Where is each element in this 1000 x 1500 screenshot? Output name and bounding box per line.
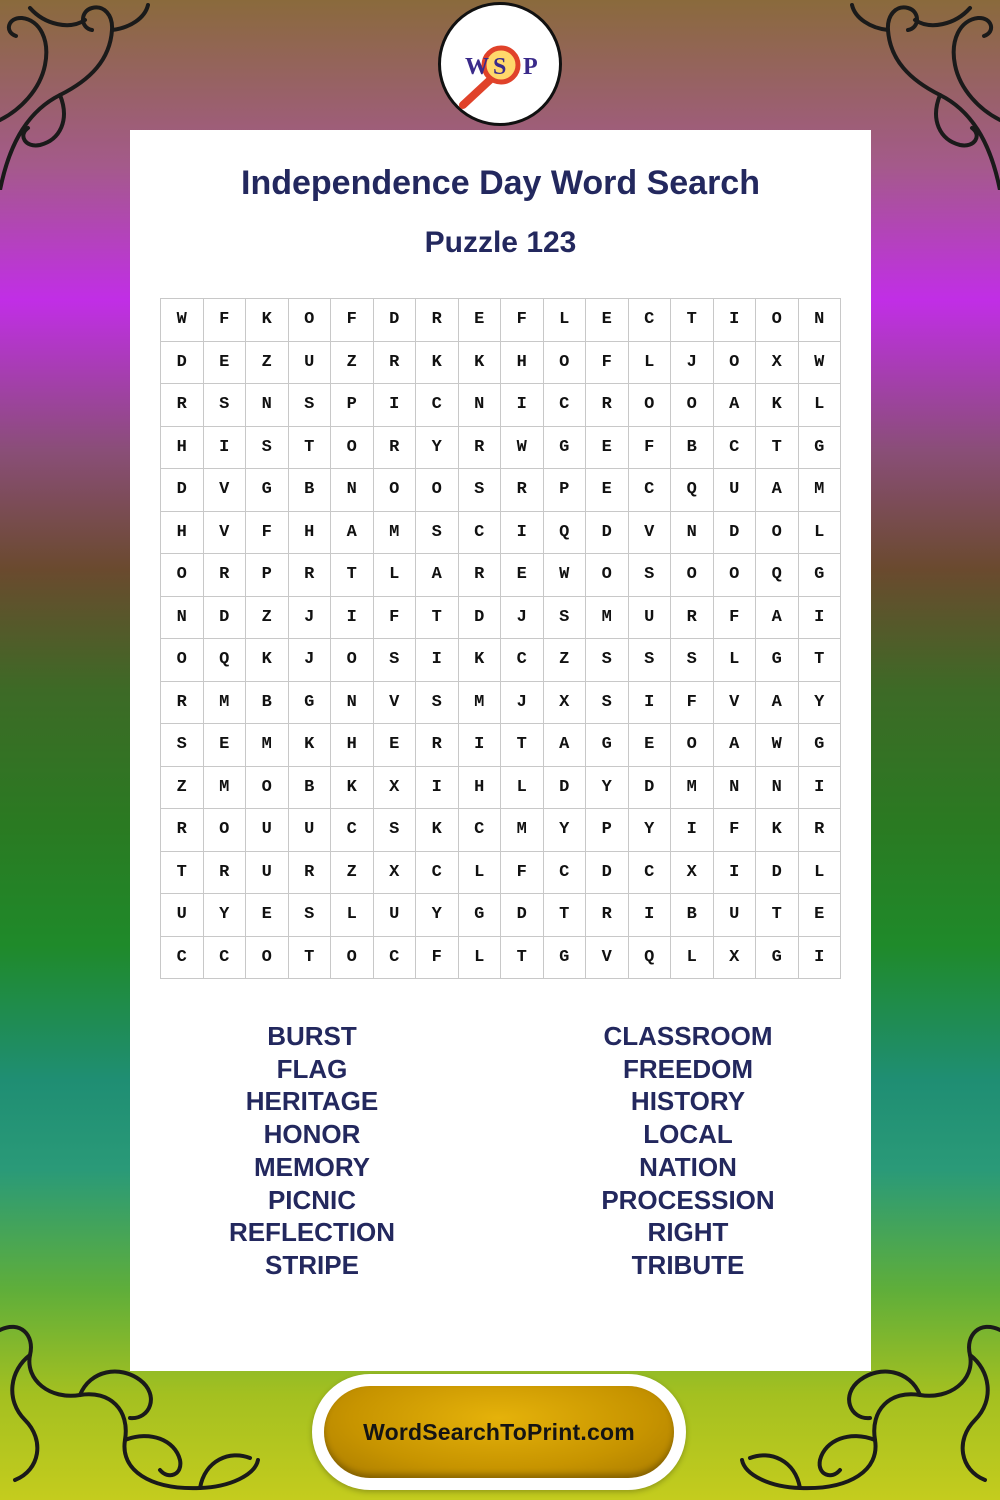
site-logo[interactable] (438, 2, 562, 126)
grid-cell[interactable]: L (459, 937, 502, 980)
grid-cell[interactable]: N (246, 384, 289, 427)
word-list-item: PICNIC (267, 1184, 357, 1215)
grid-cell[interactable]: E (799, 894, 842, 937)
grid-cell[interactable]: Y (416, 894, 459, 937)
grid-cell[interactable]: T (501, 937, 544, 980)
grid-cell[interactable]: J (501, 682, 544, 725)
grid-cell[interactable]: W (799, 342, 842, 385)
grid-cell[interactable]: G (799, 427, 842, 470)
grid-cell[interactable]: K (756, 384, 799, 427)
grid-cell[interactable]: L (799, 852, 842, 895)
grid-cell[interactable]: N (161, 597, 204, 640)
grid-cell[interactable]: K (246, 299, 289, 342)
grid-cell[interactable]: F (416, 937, 459, 980)
grid-cell[interactable]: I (459, 724, 502, 767)
grid-cell[interactable]: C (416, 384, 459, 427)
grid-cell[interactable]: M (501, 809, 544, 852)
grid-cell[interactable]: F (374, 597, 417, 640)
grid-cell[interactable]: K (459, 342, 502, 385)
grid-cell[interactable]: C (204, 937, 247, 980)
grid-cell[interactable]: F (204, 299, 247, 342)
grid-cell[interactable]: V (204, 512, 247, 555)
grid-cell[interactable]: G (544, 427, 587, 470)
grid-cell[interactable]: S (289, 894, 332, 937)
grid-cell[interactable]: R (799, 809, 842, 852)
grid-cell[interactable]: S (374, 809, 417, 852)
logo-letter-s: S (493, 54, 507, 80)
grid-cell[interactable]: G (289, 682, 332, 725)
grid-cell[interactable]: B (671, 894, 714, 937)
grid-cell[interactable]: I (629, 894, 672, 937)
grid-cell[interactable]: V (629, 512, 672, 555)
grid-cell[interactable]: M (799, 469, 842, 512)
word-list-item: CLASSROOM (603, 1021, 773, 1051)
grid-cell[interactable]: O (714, 554, 757, 597)
grid-cell[interactable]: M (246, 724, 289, 767)
grid-cell[interactable]: S (586, 639, 629, 682)
grid-cell[interactable]: T (161, 852, 204, 895)
grid-cell[interactable]: G (756, 639, 799, 682)
grid-cell[interactable]: U (629, 597, 672, 640)
grid-cell[interactable]: S (671, 639, 714, 682)
grid-cell[interactable]: R (289, 554, 332, 597)
grid-cell[interactable]: Q (629, 937, 672, 980)
grid-cell[interactable]: C (416, 852, 459, 895)
grid-cell[interactable]: K (459, 639, 502, 682)
grid-cell[interactable]: N (756, 767, 799, 810)
grid-cell[interactable]: R (586, 384, 629, 427)
grid-cell[interactable]: E (586, 299, 629, 342)
grid-cell[interactable]: Q (671, 469, 714, 512)
grid-cell[interactable]: M (204, 767, 247, 810)
grid-cell[interactable]: O (671, 384, 714, 427)
grid-cell[interactable]: C (374, 937, 417, 980)
page-title: Independence Day Word Search (241, 164, 760, 202)
grid-cell[interactable]: O (586, 554, 629, 597)
grid-cell[interactable]: T (756, 894, 799, 937)
grid-cell[interactable]: Y (586, 767, 629, 810)
grid-cell[interactable]: S (544, 597, 587, 640)
grid-cell[interactable]: O (671, 724, 714, 767)
word-list-left (147, 1020, 477, 1282)
grid-cell[interactable]: I (416, 639, 459, 682)
grid-cell[interactable]: D (629, 767, 672, 810)
grid-cell[interactable]: Y (629, 809, 672, 852)
grid-cell[interactable]: I (416, 767, 459, 810)
grid-cell[interactable]: P (331, 384, 374, 427)
grid-cell[interactable]: X (374, 767, 417, 810)
grid-cell[interactable]: B (289, 469, 332, 512)
grid-cell[interactable]: Q (544, 512, 587, 555)
grid-cell[interactable]: K (416, 342, 459, 385)
grid-cell[interactable]: R (459, 427, 502, 470)
word-list-item: NATION (639, 1151, 737, 1182)
grid-cell[interactable]: X (374, 852, 417, 895)
grid-cell[interactable]: D (586, 852, 629, 895)
grid-cell[interactable]: O (289, 299, 332, 342)
grid-cell[interactable]: L (799, 384, 842, 427)
puzzle-number: Puzzle 123 (424, 226, 577, 259)
grid-cell[interactable]: S (246, 427, 289, 470)
grid-cell[interactable]: I (799, 937, 842, 980)
grid-cell[interactable]: D (756, 852, 799, 895)
grid-cell[interactable]: E (459, 299, 502, 342)
grid-cell[interactable]: D (501, 894, 544, 937)
puzzle-card (130, 130, 871, 1371)
grid-cell[interactable]: D (374, 299, 417, 342)
grid-cell[interactable]: S (161, 724, 204, 767)
grid-cell[interactable]: P (544, 469, 587, 512)
grid-cell[interactable]: Y (204, 894, 247, 937)
grid-cell[interactable]: R (289, 852, 332, 895)
grid-cell[interactable]: U (289, 809, 332, 852)
grid-cell[interactable]: X (671, 852, 714, 895)
grid-cell[interactable]: K (289, 724, 332, 767)
grid-cell[interactable]: N (799, 299, 842, 342)
grid-cell[interactable]: J (671, 342, 714, 385)
grid-cell[interactable]: G (799, 554, 842, 597)
grid-cell[interactable]: D (161, 342, 204, 385)
grid-cell[interactable]: R (204, 554, 247, 597)
grid-cell[interactable]: E (586, 427, 629, 470)
grid-cell[interactable]: K (331, 767, 374, 810)
grid-cell[interactable]: R (586, 894, 629, 937)
grid-cell[interactable]: I (501, 384, 544, 427)
grid-cell[interactable]: L (331, 894, 374, 937)
grid-cell[interactable]: J (289, 639, 332, 682)
grid-cell[interactable]: F (501, 299, 544, 342)
grid-cell[interactable]: B (289, 767, 332, 810)
grid-cell[interactable]: F (671, 682, 714, 725)
grid-cell[interactable]: W (501, 427, 544, 470)
word-list-item: LOCAL (643, 1119, 733, 1150)
grid-cell[interactable]: O (374, 469, 417, 512)
grid-cell[interactable]: I (799, 597, 842, 640)
grid-cell[interactable]: C (161, 937, 204, 980)
grid-cell[interactable]: S (629, 554, 672, 597)
grid-cell[interactable]: F (714, 597, 757, 640)
grid-cell[interactable]: W (756, 724, 799, 767)
site-link-text: WordSearchToPrint.com (363, 1418, 635, 1445)
grid-cell[interactable]: D (544, 767, 587, 810)
grid-cell[interactable]: Z (246, 597, 289, 640)
grid-cell[interactable]: W (161, 299, 204, 342)
grid-cell[interactable]: G (586, 724, 629, 767)
grid-cell[interactable]: A (416, 554, 459, 597)
grid-cell[interactable]: C (459, 512, 502, 555)
grid-cell[interactable]: R (161, 384, 204, 427)
grid-cell[interactable]: G (799, 724, 842, 767)
grid-cell[interactable]: Y (799, 682, 842, 725)
grid-cell[interactable]: U (714, 894, 757, 937)
grid-cell[interactable]: R (204, 852, 247, 895)
grid-cell[interactable]: T (331, 554, 374, 597)
word-list-item: HERITAGE (245, 1086, 379, 1117)
grid-cell[interactable]: V (374, 682, 417, 725)
grid-cell[interactable]: A (756, 597, 799, 640)
grid-cell[interactable]: J (289, 597, 332, 640)
grid-cell[interactable]: T (756, 427, 799, 470)
magnifier-icon (441, 5, 559, 123)
grid-cell[interactable]: V (714, 682, 757, 725)
grid-cell[interactable]: N (671, 512, 714, 555)
grid-cell[interactable]: C (459, 809, 502, 852)
word-list-item: FLAG (276, 1053, 348, 1084)
grid-cell[interactable]: O (331, 427, 374, 470)
grid-cell[interactable]: R (459, 554, 502, 597)
grid-cell[interactable]: R (374, 427, 417, 470)
grid-cell[interactable]: O (161, 639, 204, 682)
grid-cell[interactable]: G (544, 937, 587, 980)
word-list-item: FREEDOM (623, 1053, 753, 1084)
grid-cell[interactable]: D (714, 512, 757, 555)
grid-cell[interactable]: L (714, 639, 757, 682)
word-list-item: HONOR (263, 1119, 361, 1150)
word-list-item: PROCESSION (601, 1184, 775, 1215)
grid-cell[interactable]: C (544, 384, 587, 427)
grid-cell[interactable]: U (374, 894, 417, 937)
grid-cell[interactable]: K (416, 809, 459, 852)
grid-cell[interactable]: M (374, 512, 417, 555)
grid-cell[interactable]: C (629, 299, 672, 342)
ornament-top-right (850, 0, 1000, 190)
grid-cell[interactable]: P (246, 554, 289, 597)
grid-cell[interactable]: A (544, 724, 587, 767)
grid-cell[interactable]: M (586, 597, 629, 640)
grid-cell[interactable]: U (246, 809, 289, 852)
grid-cell[interactable]: M (459, 682, 502, 725)
grid-cell[interactable]: T (544, 894, 587, 937)
grid-cell[interactable]: L (544, 299, 587, 342)
grid-cell[interactable]: F (501, 852, 544, 895)
grid-cell[interactable]: Y (544, 809, 587, 852)
word-list-item: TRIBUTE (631, 1249, 745, 1280)
grid-cell[interactable]: O (331, 937, 374, 980)
grid-cell[interactable]: D (204, 597, 247, 640)
grid-cell[interactable]: R (374, 342, 417, 385)
grid-cell[interactable]: U (161, 894, 204, 937)
grid-cell[interactable]: S (629, 639, 672, 682)
grid-cell[interactable]: B (671, 427, 714, 470)
grid-cell[interactable]: O (416, 469, 459, 512)
site-link-button[interactable] (324, 1386, 674, 1478)
grid-cell[interactable]: Z (544, 639, 587, 682)
word-list-item: STRIPE (265, 1249, 359, 1280)
grid-cell[interactable]: F (331, 299, 374, 342)
grid-cell[interactable]: H (161, 427, 204, 470)
grid-cell[interactable]: E (204, 724, 247, 767)
grid-cell[interactable]: L (374, 554, 417, 597)
grid-cell[interactable]: I (501, 512, 544, 555)
grid-cell[interactable]: D (161, 469, 204, 512)
grid-cell[interactable]: H (289, 512, 332, 555)
grid-cell[interactable]: S (416, 512, 459, 555)
grid-cell[interactable]: O (331, 639, 374, 682)
grid-cell[interactable]: S (459, 469, 502, 512)
grid-cell[interactable]: T (799, 639, 842, 682)
grid-cell[interactable]: R (671, 597, 714, 640)
grid-cell[interactable]: H (161, 512, 204, 555)
grid-cell[interactable]: H (501, 342, 544, 385)
grid-cell[interactable]: G (459, 894, 502, 937)
grid-cell[interactable]: N (331, 682, 374, 725)
grid-cell[interactable]: R (501, 469, 544, 512)
grid-cell[interactable]: R (161, 682, 204, 725)
word-list-item: HISTORY (630, 1086, 746, 1117)
grid-cell[interactable]: I (331, 597, 374, 640)
grid-cell[interactable]: A (714, 384, 757, 427)
grid-cell[interactable]: M (671, 767, 714, 810)
grid-cell[interactable]: T (671, 299, 714, 342)
grid-cell[interactable]: O (246, 937, 289, 980)
grid-cell[interactable]: A (331, 512, 374, 555)
grid-cell[interactable]: E (374, 724, 417, 767)
grid-cell[interactable]: C (544, 852, 587, 895)
grid-cell[interactable]: F (629, 427, 672, 470)
grid-cell[interactable]: B (246, 682, 289, 725)
word-list-item: BURST (267, 1021, 357, 1051)
grid-cell[interactable]: C (331, 809, 374, 852)
grid-cell[interactable]: T (501, 724, 544, 767)
grid-cell[interactable]: T (416, 597, 459, 640)
grid-cell[interactable]: R (416, 724, 459, 767)
grid-cell[interactable]: O (714, 342, 757, 385)
grid-cell[interactable]: L (459, 852, 502, 895)
grid-cell[interactable]: N (331, 469, 374, 512)
grid-cell[interactable]: Z (246, 342, 289, 385)
grid-cell[interactable]: I (714, 852, 757, 895)
grid-cell[interactable]: O (204, 809, 247, 852)
grid-cell[interactable]: I (204, 427, 247, 470)
grid-cell[interactable]: T (289, 937, 332, 980)
grid-cell[interactable]: I (714, 299, 757, 342)
grid-cell[interactable]: W (544, 554, 587, 597)
grid-cell[interactable]: J (501, 597, 544, 640)
grid-cell[interactable]: E (204, 342, 247, 385)
grid-cell[interactable]: C (629, 469, 672, 512)
grid-cell[interactable]: I (374, 384, 417, 427)
grid-cell[interactable]: X (714, 937, 757, 980)
grid-cell[interactable]: E (246, 894, 289, 937)
grid-cell[interactable]: O (756, 512, 799, 555)
grid-cell[interactable]: N (459, 384, 502, 427)
grid-cell[interactable]: A (756, 469, 799, 512)
grid-cell[interactable]: O (161, 554, 204, 597)
grid-cell[interactable]: N (714, 767, 757, 810)
grid-cell[interactable]: S (374, 639, 417, 682)
grid-cell[interactable]: O (629, 384, 672, 427)
grid-cell[interactable]: C (714, 427, 757, 470)
grid-cell[interactable]: Z (331, 342, 374, 385)
grid-cell[interactable]: O (756, 299, 799, 342)
grid-cell[interactable]: L (629, 342, 672, 385)
logo-letter-w: W (465, 54, 489, 80)
grid-cell[interactable]: S (416, 682, 459, 725)
grid-cell[interactable]: A (714, 724, 757, 767)
grid-cell[interactable]: R (161, 809, 204, 852)
ornament-top-left (0, 0, 150, 190)
grid-cell[interactable]: O (544, 342, 587, 385)
grid-cell[interactable]: X (756, 342, 799, 385)
grid-cell[interactable]: D (459, 597, 502, 640)
logo-letter-p: P (523, 54, 538, 80)
grid-cell[interactable]: F (714, 809, 757, 852)
grid-cell[interactable]: O (246, 767, 289, 810)
grid-cell[interactable]: P (586, 809, 629, 852)
grid-cell[interactable]: M (204, 682, 247, 725)
footer-banner (312, 1374, 686, 1490)
grid-cell[interactable]: L (501, 767, 544, 810)
grid-cell[interactable]: I (799, 767, 842, 810)
grid-cell[interactable]: E (586, 469, 629, 512)
grid-cell[interactable]: D (586, 512, 629, 555)
grid-cell[interactable]: H (459, 767, 502, 810)
grid-cell[interactable]: Q (756, 554, 799, 597)
grid-cell[interactable]: S (289, 384, 332, 427)
grid-cell[interactable]: T (289, 427, 332, 470)
grid-cell[interactable]: Y (416, 427, 459, 470)
grid-cell[interactable]: I (629, 682, 672, 725)
grid-cell[interactable]: G (246, 469, 289, 512)
word-list-item: RIGHT (647, 1217, 729, 1248)
grid-cell[interactable]: F (246, 512, 289, 555)
word-list-item: REFLECTION (228, 1217, 396, 1248)
grid-cell[interactable]: O (671, 554, 714, 597)
grid-cell[interactable]: U (714, 469, 757, 512)
word-list-item: MEMORY (253, 1151, 371, 1182)
grid-cell[interactable]: F (586, 342, 629, 385)
grid-cell[interactable]: K (246, 639, 289, 682)
grid-cell[interactable]: E (629, 724, 672, 767)
grid-cell[interactable]: E (501, 554, 544, 597)
grid-cell[interactable]: Z (331, 852, 374, 895)
grid-cell[interactable]: Z (161, 767, 204, 810)
grid-cell[interactable]: H (331, 724, 374, 767)
grid-cell[interactable]: S (204, 384, 247, 427)
grid-cell[interactable]: C (501, 639, 544, 682)
grid-cell[interactable]: G (756, 937, 799, 980)
grid-cell[interactable]: C (629, 852, 672, 895)
letter-grid (160, 298, 841, 979)
grid-cell[interactable]: V (204, 469, 247, 512)
grid-cell[interactable]: V (586, 937, 629, 980)
grid-cell[interactable]: U (246, 852, 289, 895)
grid-cell[interactable]: X (544, 682, 587, 725)
grid-cell[interactable]: R (416, 299, 459, 342)
grid-cell[interactable]: I (671, 809, 714, 852)
grid-cell[interactable]: S (586, 682, 629, 725)
grid-cell[interactable]: Q (204, 639, 247, 682)
grid-cell[interactable]: U (289, 342, 332, 385)
grid-cell[interactable]: K (756, 809, 799, 852)
grid-cell[interactable]: L (671, 937, 714, 980)
grid-cell[interactable]: L (799, 512, 842, 555)
word-list-right (523, 1020, 853, 1282)
grid-cell[interactable]: A (756, 682, 799, 725)
